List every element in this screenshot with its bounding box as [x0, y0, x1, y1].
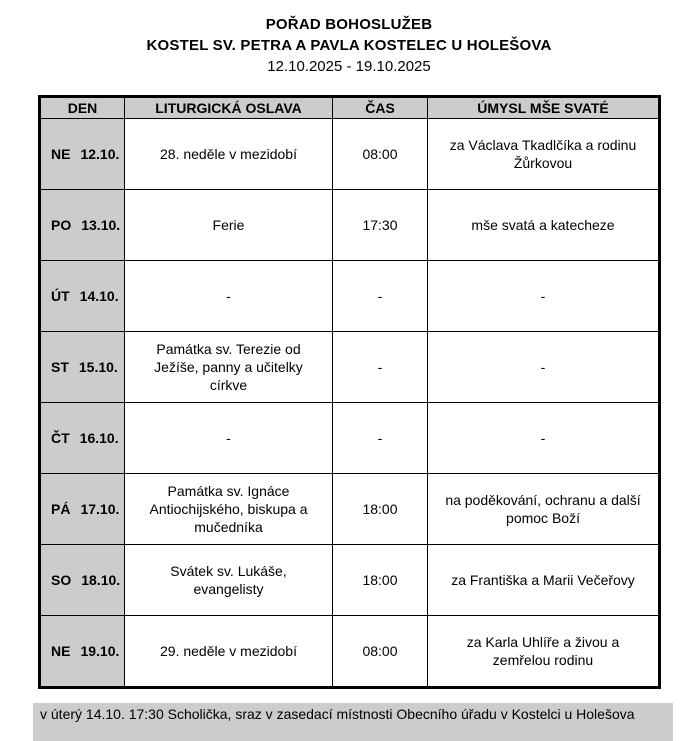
- table-row: [40, 261, 660, 332]
- schedule-table: [38, 95, 661, 689]
- footer-note-text: v úterý 14.10. 17:30 Scholička, sraz v zasedací místnosti Obecního úřadu v Kostelci u Holešova: [40, 706, 635, 722]
- day-abbreviation: ČT: [51, 429, 70, 446]
- day-date: 19.10.: [80, 642, 120, 659]
- table-row: [40, 474, 660, 545]
- day-date: 14.10.: [79, 287, 119, 304]
- day-cell: [40, 403, 125, 474]
- intention-cell: za Václava Tkadlčíka a rodinu Žůrkovou: [428, 119, 660, 190]
- col-header-cas: ČAS: [333, 97, 428, 119]
- intention-cell: -: [428, 261, 660, 332]
- celebration-cell: Svátek sv. Lukáše, evangelisty: [125, 545, 333, 616]
- table-row: [40, 403, 660, 474]
- celebration-cell: -: [125, 403, 333, 474]
- date-range: 12.10.2025 - 19.10.2025: [267, 58, 431, 75]
- col-header-den: DEN: [40, 97, 125, 119]
- col-header-liturgicka-oslava: LITURGICKÁ OSLAVA: [125, 97, 333, 119]
- day-cell: [40, 119, 125, 190]
- day-cell: [40, 545, 125, 616]
- day-abbreviation: SO: [51, 571, 72, 588]
- day-abbreviation: ÚT: [51, 287, 70, 304]
- celebration-cell: 29. neděle v mezidobí: [125, 616, 333, 688]
- day-abbreviation: NE: [51, 642, 71, 659]
- day-date: 12.10.: [80, 145, 120, 162]
- time-cell: -: [333, 403, 428, 474]
- intention-cell: na poděkování, ochranu a další pomoc Boží: [428, 474, 660, 545]
- intention-cell: za Františka a Marii Večeřovy: [428, 545, 660, 616]
- day-abbreviation: PÁ: [51, 500, 71, 517]
- col-header-umysl-mse-svate: ÚMYSL MŠE SVATÉ: [428, 97, 660, 119]
- schedule-table-body: [40, 119, 660, 688]
- intention-cell: -: [428, 332, 660, 403]
- time-cell: -: [333, 261, 428, 332]
- day-cell: [40, 616, 125, 688]
- celebration-cell: Památka sv. Ignáce Antiochijského, biskupa a mučedníka: [125, 474, 333, 545]
- footer-note: [33, 703, 673, 741]
- day-abbreviation: NE: [51, 145, 71, 162]
- day-abbreviation: PO: [51, 216, 72, 233]
- celebration-cell: 28. neděle v mezidobí: [125, 119, 333, 190]
- intention-cell: mše svatá a katecheze: [428, 190, 660, 261]
- day-cell: [40, 474, 125, 545]
- time-cell: 18:00: [333, 545, 428, 616]
- table-row: [40, 190, 660, 261]
- church-name: KOSTEL SV. PETRA A PAVLA KOSTELEC U HOLEŠOVA: [146, 37, 552, 54]
- header-row: [40, 97, 660, 119]
- table-row: [40, 119, 660, 190]
- day-date: 17.10.: [80, 500, 120, 517]
- celebration-cell: Ferie: [125, 190, 333, 261]
- day-cell: [40, 332, 125, 403]
- day-date: 16.10.: [79, 429, 119, 446]
- day-date: 13.10.: [81, 216, 121, 233]
- page-title: POŘAD BOHOSLUŽEB: [265, 16, 433, 33]
- celebration-cell: Památka sv. Terezie od Ježíše, panny a učitelky církve: [125, 332, 333, 403]
- day-date: 15.10.: [78, 358, 118, 375]
- schedule-table-header: [40, 97, 660, 119]
- day-date: 18.10.: [81, 571, 121, 588]
- time-cell: 18:00: [333, 474, 428, 545]
- table-row: [40, 616, 660, 688]
- day-cell: [40, 261, 125, 332]
- day-abbreviation: ST: [51, 358, 69, 375]
- intention-cell: -: [428, 403, 660, 474]
- title-block: [0, 0, 698, 77]
- intention-cell: za Karla Uhlíře a živou a zemřelou rodinu: [428, 616, 660, 688]
- table-row: [40, 545, 660, 616]
- table-row: [40, 332, 660, 403]
- time-cell: 08:00: [333, 616, 428, 688]
- time-cell: -: [333, 332, 428, 403]
- celebration-cell: -: [125, 261, 333, 332]
- time-cell: 17:30: [333, 190, 428, 261]
- time-cell: 08:00: [333, 119, 428, 190]
- day-cell: [40, 190, 125, 261]
